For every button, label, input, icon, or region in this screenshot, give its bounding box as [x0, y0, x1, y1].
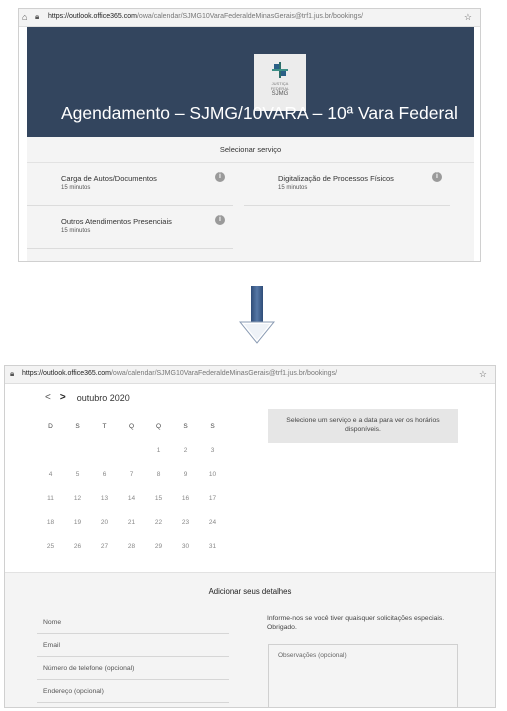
calendar-day[interactable]: 27: [100, 542, 109, 550]
logo-line-1: JUSTIÇA: [271, 81, 289, 86]
logo-mark-icon: [272, 62, 288, 78]
calendar-day[interactable]: 1: [156, 446, 161, 454]
weekday-label: S: [75, 422, 80, 430]
calendar-day[interactable]: 28: [127, 542, 136, 550]
calendar-day[interactable]: 9: [183, 470, 188, 478]
calendar-day[interactable]: 19: [73, 518, 82, 526]
url-text[interactable]: https://outlook.office365.com/owa/calendar/SJMG10VaraFederaldeMinasGerais@trf1.jus.br/bookings/: [48, 13, 364, 20]
weekday-label: Q: [128, 422, 135, 430]
add-details-section: [5, 572, 495, 708]
calendar-day[interactable]: 5: [75, 470, 80, 478]
service-card-carga[interactable]: [27, 164, 233, 206]
calendar-day[interactable]: 13: [100, 494, 109, 502]
logo-line-3: SJMG: [271, 91, 289, 97]
weekday-label: T: [102, 422, 107, 430]
service-duration: 15 minutos: [61, 228, 91, 234]
header-banner: [27, 27, 474, 137]
address-bar[interactable]: [19, 9, 480, 27]
calendar-day[interactable]: 31: [208, 542, 217, 550]
calendar-week-row: [37, 534, 233, 558]
special-requests-note: Informe-nos se você tiver quaisquer solicitações especiais. Obrigado.: [267, 615, 445, 631]
address-bar[interactable]: [5, 366, 495, 384]
page-title: Agendamento – SJMG/10VARA – 10ª Vara Federal: [61, 103, 458, 123]
phone-field[interactable]: Número de telefone (opcional): [37, 659, 229, 680]
calendar-day[interactable]: 8: [156, 470, 161, 478]
service-name: Outros Atendimentos Presenciais: [61, 217, 172, 226]
booking-page-screenshot-services: [18, 8, 481, 262]
home-icon[interactable]: ⌂: [22, 12, 28, 22]
email-field[interactable]: Email: [37, 636, 229, 657]
prev-month-button[interactable]: <: [45, 392, 51, 403]
info-icon[interactable]: i: [432, 172, 442, 182]
logo-line-2: FEDERAL: [270, 86, 290, 91]
calendar-day[interactable]: 3: [210, 446, 215, 454]
calendar-day[interactable]: 17: [208, 494, 217, 502]
calendar-day[interactable]: 10: [208, 470, 217, 478]
calendar-day[interactable]: 18: [46, 518, 55, 526]
calendar-day[interactable]: 26: [73, 542, 82, 550]
calendar-day[interactable]: 23: [181, 518, 190, 526]
calendar-day[interactable]: 15: [154, 494, 163, 502]
calendar-day[interactable]: 25: [46, 542, 55, 550]
calendar-week-row: [37, 486, 233, 510]
info-icon[interactable]: i: [215, 172, 225, 182]
calendar-day[interactable]: 16: [181, 494, 190, 502]
weekday-label: S: [210, 422, 215, 430]
weekday-header-row: [37, 414, 233, 438]
weekday-label: Q: [155, 422, 162, 430]
calendar-day[interactable]: 11: [47, 494, 54, 502]
calendar-day[interactable]: 14: [127, 494, 136, 502]
service-card-digitalizacao[interactable]: [244, 164, 450, 206]
calendar-month-label: outubro 2020: [76, 392, 130, 403]
section-header: Selecionar serviço: [27, 137, 474, 163]
calendar-day[interactable]: 7: [129, 470, 134, 478]
availability-hint: Selecione um serviço e a data para ver os horários disponíveis.: [268, 409, 458, 443]
calendar-navigation: [45, 392, 130, 403]
favorite-star-icon[interactable]: ☆: [478, 369, 487, 379]
notes-textarea[interactable]: Observações (opcional): [268, 644, 458, 708]
service-duration: 15 minutos: [278, 185, 308, 191]
select-service-panel: [27, 137, 474, 262]
url-text[interactable]: https://outlook.office365.com/owa/calendar/SJMG10VaraFederaldeMinasGerais@trf1.jus.br/bookings/: [22, 370, 338, 377]
calendar-day[interactable]: 22: [154, 518, 163, 526]
name-field[interactable]: Nome: [37, 613, 229, 634]
calendar-day[interactable]: 29: [154, 542, 163, 550]
service-duration: 15 minutos: [61, 185, 91, 191]
calendar-day[interactable]: 20: [100, 518, 109, 526]
calendar-week-row: [37, 510, 233, 534]
details-section-title: Adicionar seus detalhes: [208, 587, 292, 596]
calendar-week-row: [37, 438, 233, 462]
lock-icon: 🔒︎: [35, 12, 40, 21]
next-month-button[interactable]: >: [59, 392, 66, 403]
booking-page-screenshot-details: [4, 365, 496, 708]
calendar-day[interactable]: 24: [208, 518, 217, 526]
info-icon[interactable]: i: [215, 215, 225, 225]
favorite-star-icon[interactable]: ☆: [463, 12, 472, 22]
service-name: Carga de Autos/Documentos: [61, 174, 157, 183]
calendar-day[interactable]: 30: [181, 542, 190, 550]
calendar-week-row: [37, 462, 233, 486]
lock-icon: 🔒︎: [10, 369, 15, 378]
weekday-label: D: [48, 422, 53, 430]
service-card-outros[interactable]: [27, 207, 233, 249]
weekday-label: S: [183, 422, 188, 430]
calendar-day[interactable]: 6: [102, 470, 107, 478]
calendar-day[interactable]: 12: [73, 494, 82, 502]
address-field[interactable]: Endereço (opcional): [37, 682, 229, 703]
calendar-grid: [37, 414, 233, 558]
service-name: Digitalização de Processos Físicos: [278, 174, 394, 183]
calendar-day[interactable]: 21: [127, 518, 136, 526]
calendar-day[interactable]: 4: [48, 470, 53, 478]
calendar-day[interactable]: 2: [183, 446, 188, 454]
down-arrow-icon: [239, 286, 275, 344]
